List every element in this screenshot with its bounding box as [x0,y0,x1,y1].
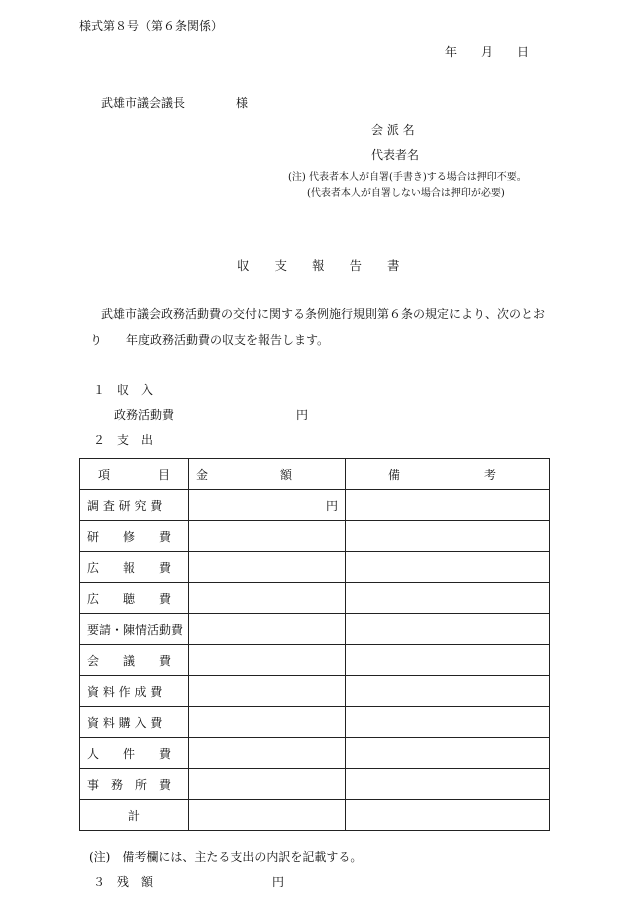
amount-cell[interactable] [189,707,346,738]
amount-cell[interactable] [189,769,346,800]
date-month-label: 月 [481,45,494,59]
body-text-line2-rest: 年度政務活動費の収支を報告します。 [126,333,330,347]
date-day-label: 日 [517,45,530,59]
amount-cell[interactable] [189,738,346,769]
amount-cell[interactable] [189,676,346,707]
representative-name-label: 代表者名 [371,148,420,162]
expense-category: 広 聴 費 [80,583,189,614]
expense-category: 広 報 費 [80,552,189,583]
amount-cell[interactable] [189,583,346,614]
table-row [80,552,550,583]
remarks-cell[interactable] [346,583,550,614]
remarks-cell[interactable] [346,645,550,676]
seal-note-line2: (代表者本人が自署しない場合は押印が必要) [307,188,505,199]
seal-note-line1: (注) 代表者本人が自署(手書き)する場合は押印不要。 [288,172,527,183]
body-text-line2-start: り [90,333,103,347]
table-row [80,738,550,769]
column-header-item: 項 目 [80,459,189,490]
remarks-cell[interactable] [346,707,550,738]
expense-category: 要請・陳情活動費 [80,614,189,645]
remarks-cell[interactable] [346,769,550,800]
balance-yen-unit: 円 [272,875,285,889]
table-total-row [80,800,550,831]
expense-category: 資 料 購 入 費 [80,707,189,738]
expense-category: 資 料 作 成 費 [80,676,189,707]
expense-category: 事 務 所 費 [80,769,189,800]
remarks-cell[interactable] [346,552,550,583]
amount-cell[interactable] [189,645,346,676]
table-row [80,614,550,645]
amount-cell[interactable] [189,521,346,552]
income-heading: １ 収 入 [93,383,154,397]
remarks-cell[interactable] [346,521,550,552]
faction-name-label: 会 派 名 [371,123,415,137]
expenditure-table [79,458,550,831]
column-header-amount: 金 額 [189,459,346,490]
table-header-row [80,459,550,490]
expense-category: 会 議 費 [80,645,189,676]
expense-category: 調 査 研 究 費 [80,490,189,521]
amount-cell[interactable] [189,614,346,645]
table-row [80,707,550,738]
amount-yen-unit: 円 [325,498,338,513]
table-row [80,676,550,707]
amount-cell[interactable] [189,490,346,521]
remarks-cell[interactable] [346,676,550,707]
table-row [80,490,550,521]
income-item-label: 政務活動費 [114,408,175,422]
remarks-cell[interactable] [346,490,550,521]
amount-cell[interactable] [189,552,346,583]
expense-category: 人 件 費 [80,738,189,769]
total-amount-cell[interactable] [189,800,346,831]
balance-heading: ３ 残 額 [93,875,154,889]
body-text-line1: 武雄市議会政務活動費の交付に関する条例施行規則第６条の規定により、次のとお [101,307,546,321]
table-row [80,583,550,614]
expenditure-heading: ２ 支 出 [93,433,154,447]
total-label: 計 [80,800,189,831]
remarks-cell[interactable] [346,614,550,645]
document-title: 収 支 報 告 書 [237,258,400,273]
column-header-remarks: 備 考 [346,459,550,490]
table-row [80,645,550,676]
remarks-cell[interactable] [346,738,550,769]
total-remarks-cell[interactable] [346,800,550,831]
table-row [80,521,550,552]
expense-category: 研 修 費 [80,521,189,552]
remarks-note: (注) 備考欄には、主たる支出の内訳を記載する。 [89,850,363,864]
form-number: 様式第８号（第６条関係） [79,19,224,33]
date-year-label: 年 [445,45,458,59]
addressee-honorific: 様 [236,96,249,110]
table-row [80,769,550,800]
income-yen-unit: 円 [296,408,309,422]
addressee-name: 武雄市議会議長 [101,96,186,110]
